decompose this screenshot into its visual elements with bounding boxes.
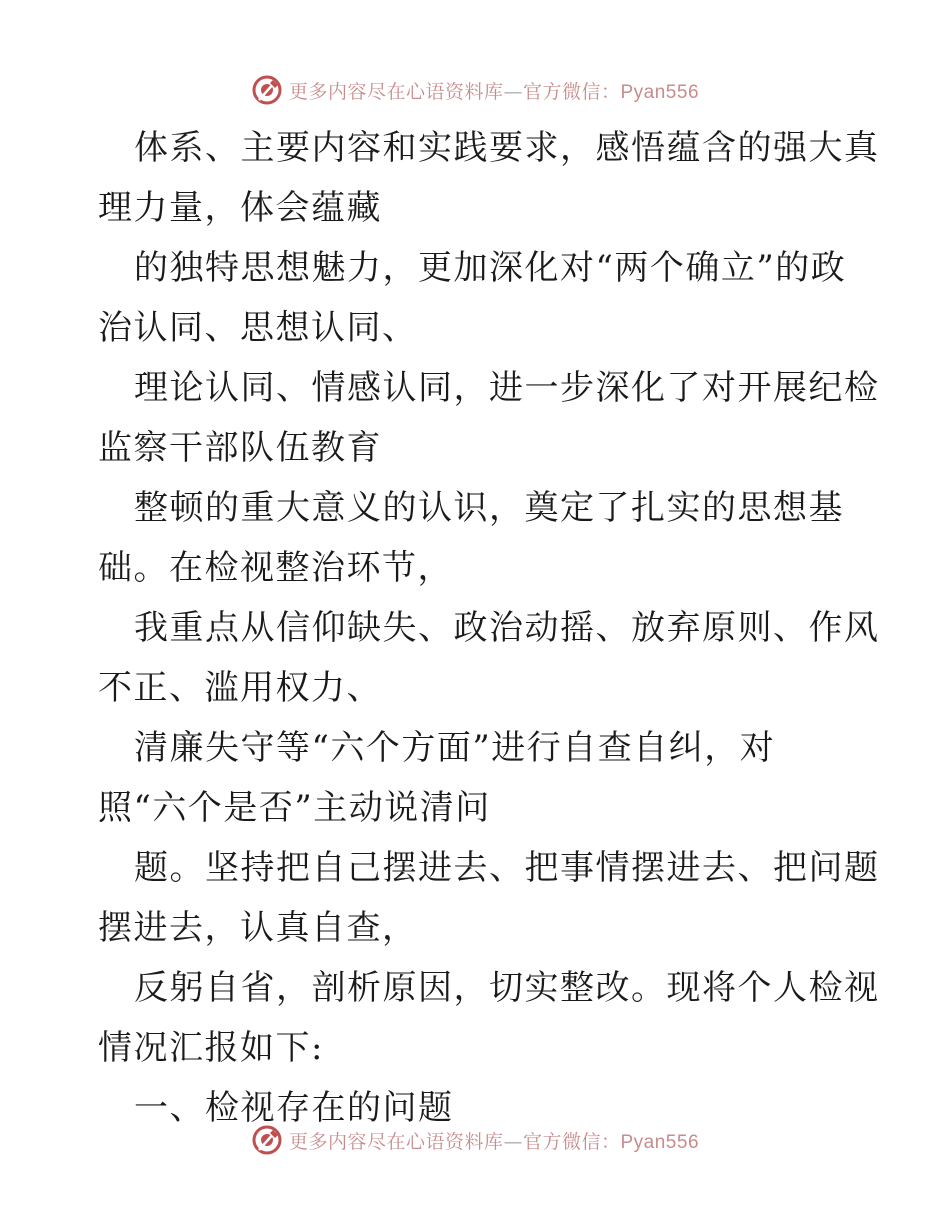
body-text-line: 题。坚持把自己摆进去、把事情摆进去、把问题 — [134, 848, 880, 888]
body-text-line: 础。在检视整治环节， — [98, 548, 453, 588]
body-text-line: 清廉失守等“六个方面”进行自查自纠，对 — [134, 728, 776, 768]
watermark-text — [289, 1127, 699, 1154]
body-text-line: 整顿的重大意义的认识，奠定了扎实的思想基 — [134, 488, 844, 528]
body-text-line: 的独特思想魅力，更加深化对“两个确立”的政 — [134, 248, 847, 288]
body-text-line: 一、检视存在的问题 — [134, 1088, 454, 1128]
body-text-line: 理力量，体会蕴藏 — [98, 188, 382, 228]
body-text-line: 不正、滥用权力、 — [98, 668, 382, 708]
body-text-line: 治认同、思想认同、 — [98, 308, 418, 348]
watermark-suffix: 官方微信： — [522, 1130, 621, 1153]
body-text-line: 照“六个是否”主动说清问 — [98, 788, 491, 828]
watermark-suffix: 官方微信： — [522, 80, 621, 103]
body-text-line: 监察干部队伍教育 — [98, 428, 382, 468]
body-text-line: 理论认同、情感认同，进一步深化了对开展纪检 — [134, 368, 880, 408]
watermark-text — [289, 77, 699, 104]
watermark-separator: — — [503, 1130, 523, 1153]
document-body — [98, 118, 880, 1138]
pen-logo-icon — [251, 74, 283, 106]
body-text-line: 反躬自省，剖析原因，切实整改。现将个人检视 — [134, 968, 880, 1008]
watermark-separator: — — [503, 80, 523, 103]
header-watermark — [0, 70, 950, 110]
pen-logo-icon — [251, 1124, 283, 1156]
watermark-prefix: 更多内容尽在心语资料库 — [288, 1130, 504, 1153]
watermark-id: Pyan556 — [620, 1131, 700, 1153]
watermark-prefix: 更多内容尽在心语资料库 — [288, 80, 504, 103]
body-text-line: 情况汇报如下: — [98, 1028, 324, 1068]
body-text-line: 体系、主要内容和实践要求，感悟蕴含的强大真 — [134, 128, 880, 168]
body-text-line: 摆进去，认真自查， — [98, 908, 418, 948]
watermark-id: Pyan556 — [620, 81, 700, 103]
body-text-line: 我重点从信仰缺失、政治动摇、放弃原则、作风 — [134, 608, 880, 648]
footer-watermark — [0, 1120, 950, 1160]
